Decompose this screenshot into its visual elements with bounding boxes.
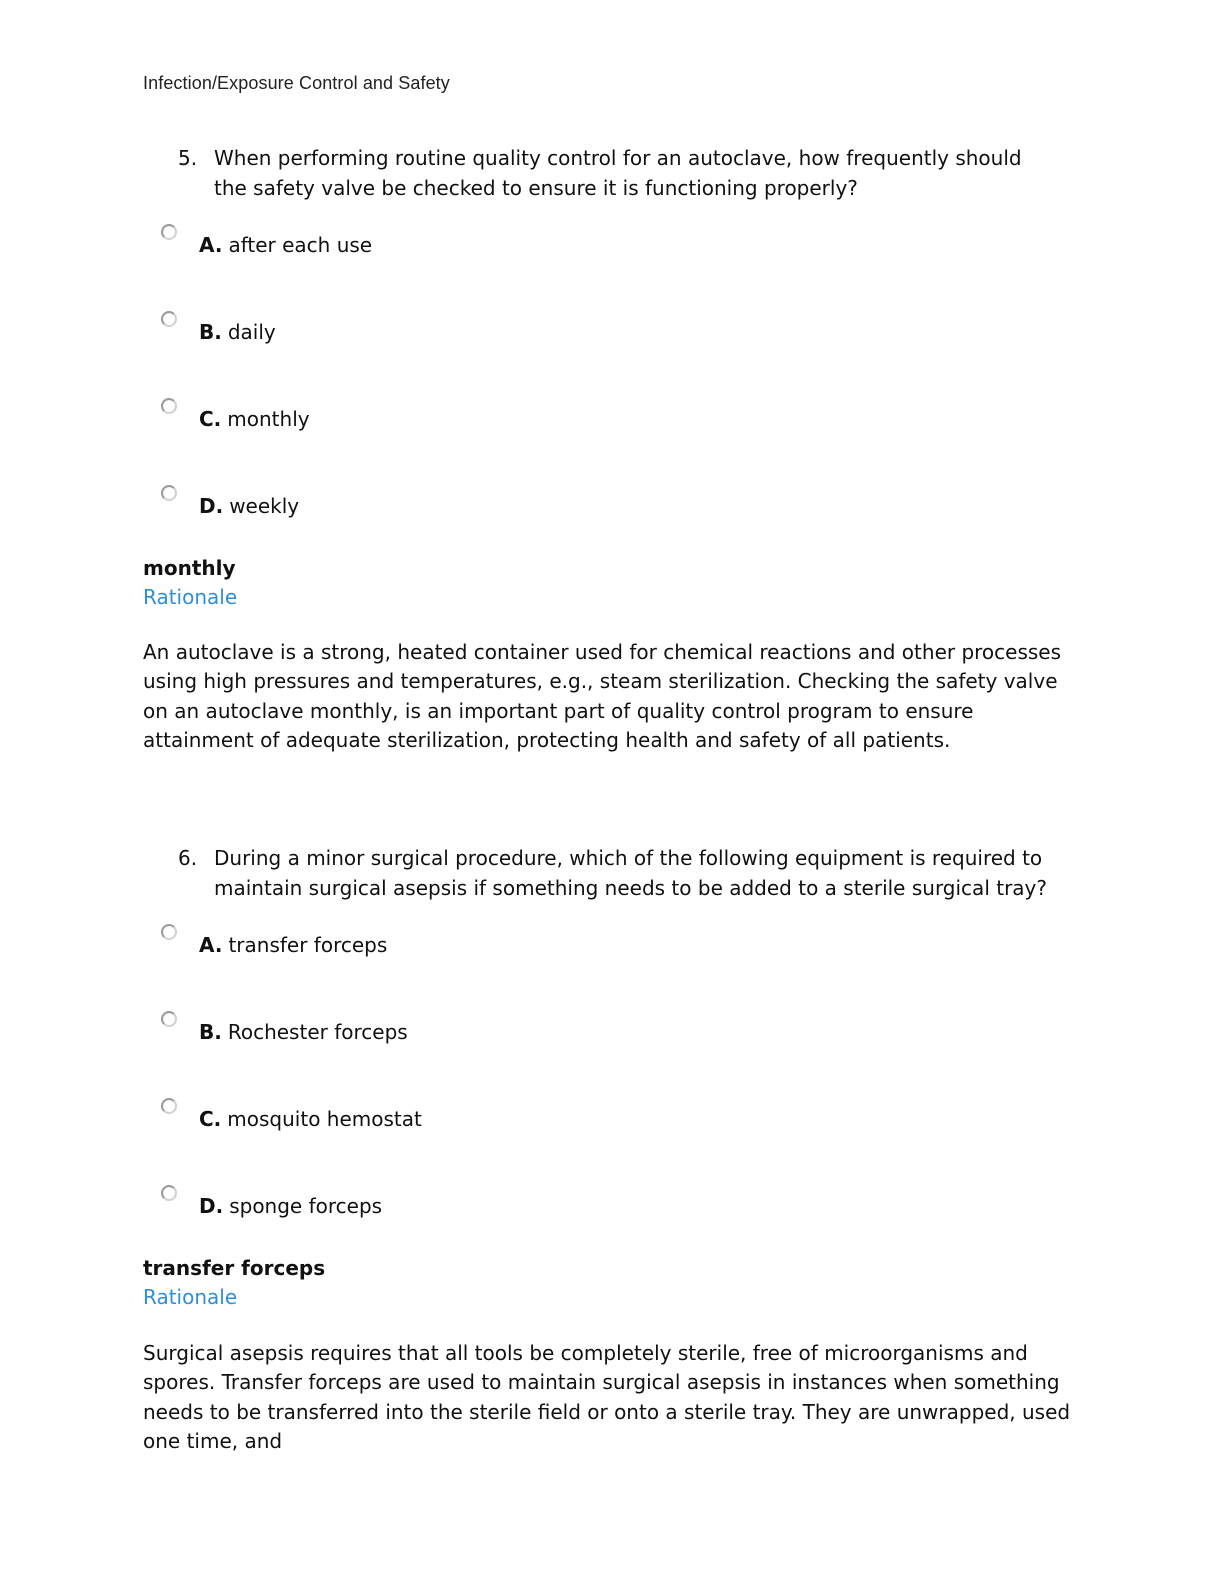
radio-button-icon[interactable]	[161, 224, 177, 240]
q5-rationale-link[interactable]: Rationale	[143, 585, 238, 609]
q5-option-d[interactable]	[161, 491, 299, 521]
option-text: Rochester forceps	[227, 1020, 408, 1044]
option-letter: A.	[199, 233, 223, 257]
option-text: after each use	[228, 233, 373, 257]
option-letter: C.	[199, 407, 222, 431]
option-text: weekly	[229, 494, 300, 518]
q6-option-d[interactable]	[161, 1191, 382, 1221]
radio-button-icon[interactable]	[161, 311, 177, 327]
q5-option-c[interactable]	[161, 404, 310, 434]
question-number: 5.	[178, 146, 198, 170]
option-letter: C.	[199, 1107, 222, 1131]
option-text: monthly	[227, 407, 310, 431]
option-letter: B.	[199, 1020, 222, 1044]
q5-option-a[interactable]	[161, 230, 372, 260]
q6-option-c[interactable]	[161, 1104, 422, 1134]
page-header: Infection/Exposure Control and Safety	[143, 73, 450, 93]
option-letter: D.	[199, 494, 224, 518]
radio-button-icon[interactable]	[161, 1185, 177, 1201]
question-5	[178, 143, 1058, 203]
q6-option-b[interactable]	[161, 1017, 408, 1047]
q5-option-b[interactable]	[161, 317, 276, 347]
radio-button-icon[interactable]	[161, 924, 177, 940]
radio-button-icon[interactable]	[161, 485, 177, 501]
option-text: mosquito hemostat	[227, 1107, 422, 1131]
q6-rationale-text: Surgical asepsis requires that all tools be completely sterile, free of microorganisms and spores. Transfer forceps are used to maintain surgical asepsis in instances when something needs to be transferred into the sterile field or onto a sterile tray. They are unwrapped, used one time, and	[143, 1341, 1071, 1453]
radio-button-icon[interactable]	[161, 1098, 177, 1114]
option-text: sponge forceps	[229, 1194, 383, 1218]
q6-option-a[interactable]	[161, 930, 387, 960]
option-text: transfer forceps	[228, 933, 388, 957]
q5-answer: monthly	[143, 556, 236, 580]
question-text: During a minor surgical procedure, which of the following equipment is required to maintain surgical asepsis if something needs to be added to a sterile surgical tray?	[214, 846, 1047, 900]
option-text: daily	[227, 320, 276, 344]
radio-button-icon[interactable]	[161, 1011, 177, 1027]
q6-answer: transfer forceps	[143, 1256, 326, 1280]
question-text: When performing routine quality control for an autoclave, how frequently should the safety valve be checked to ensure it is functioning properly?	[214, 146, 1022, 200]
radio-button-icon[interactable]	[161, 398, 177, 414]
question-number: 6.	[178, 846, 198, 870]
question-6	[178, 843, 1058, 903]
q6-rationale-link[interactable]: Rationale	[143, 1285, 238, 1309]
option-letter: B.	[199, 320, 222, 344]
option-letter: A.	[199, 933, 223, 957]
option-letter: D.	[199, 1194, 224, 1218]
q5-rationale-text: An autoclave is a strong, heated container used for chemical reactions and other processes using high pressures and temperatures, e.g., steam sterilization. Checking the safety valve on an autoclave monthly, is an important part of quality control program to ensure attainment of adequate sterilization, protecting health and safety of all patients.	[143, 640, 1062, 752]
